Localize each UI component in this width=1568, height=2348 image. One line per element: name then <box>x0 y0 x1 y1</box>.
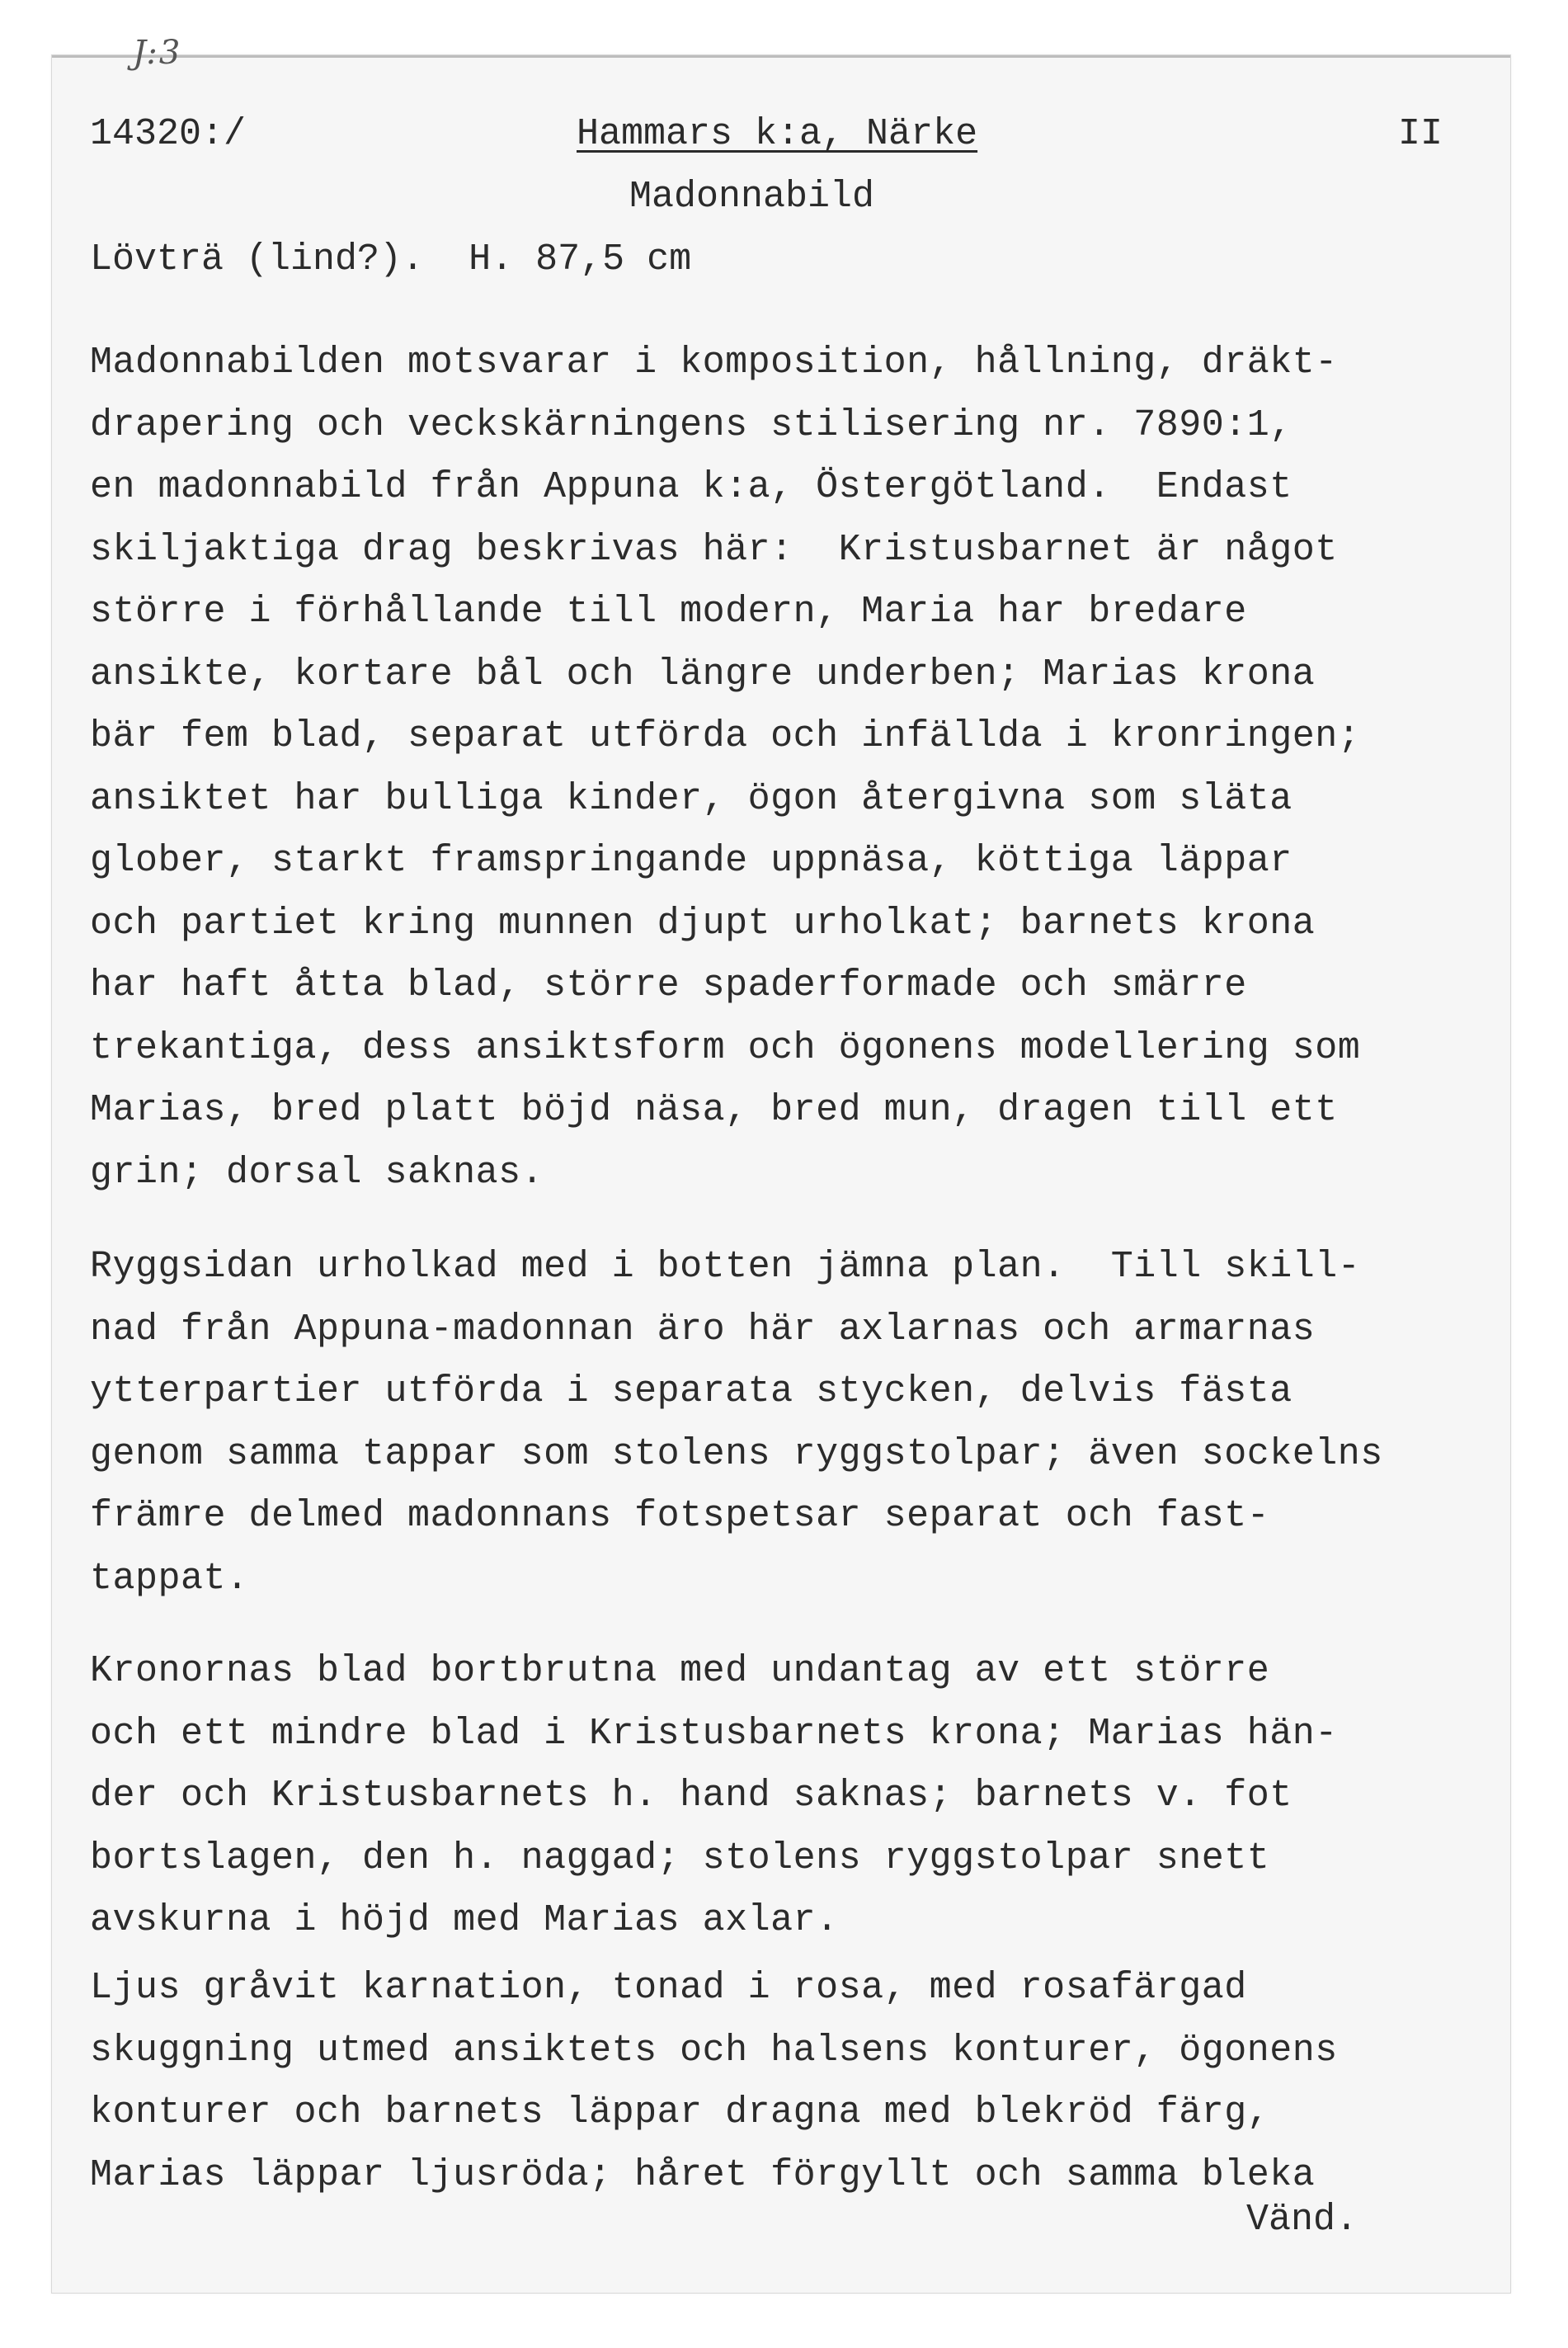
text-line: ansikte, kortare bål och längre underben; Marias krona <box>90 653 1316 695</box>
text-line: der och Kristusbarnets h. hand saknas; barnets v. fot <box>90 1775 1293 1817</box>
text-line: Madonnabilden motsvarar i komposition, hållning, dräkt- <box>90 342 1338 384</box>
text-line: ansiktet har bulliga kinder, ögon återgivna som släta <box>90 777 1293 820</box>
card-heading: Hammars k:a, Närke <box>577 113 978 155</box>
catalog-number: 14320:/ <box>90 113 247 155</box>
turn-over-note: Vänd. <box>1246 2199 1358 2241</box>
text-line: Ryggsidan urholkad med i botten jämna plan. Till skill- <box>90 1246 1361 1288</box>
text-line: större i förhållande till modern, Maria har bredare <box>90 591 1247 633</box>
text-line: glober, starkt framspringande uppnäsa, köttiga läppar <box>90 840 1293 882</box>
text-line: och partiet kring munnen djupt urholkat; barnets krona <box>90 902 1316 945</box>
text-line: skuggning utmed ansiktets och halsens konturer, ögonens <box>90 2029 1338 2072</box>
paragraph-description <box>90 332 1360 1204</box>
text-line: genom samma tappar som stolens ryggstolpar; även sockelns <box>90 1432 1383 1475</box>
text-line: bortslagen, den h. naggad; stolens ryggstolpar snett <box>90 1836 1270 1879</box>
text-line: Marias läppar ljusröda; håret förgyllt och samma bleka <box>90 2153 1316 2196</box>
text-line: avskurna i höjd med Marias axlar. <box>90 1899 839 1941</box>
text-line: tappat. <box>90 1557 249 1600</box>
text-line: drapering och veckskärningens stilisering nr. 7890:1, <box>90 403 1293 446</box>
text-line: grin; dorsal saknas. <box>90 1151 544 1194</box>
text-line: trekantiga, dess ansiktsform och ögonens modellering som <box>90 1026 1361 1069</box>
page-number: II <box>1398 113 1443 155</box>
paragraph-colour <box>90 1957 1338 2206</box>
material-line: Lövträ (lind?). H. 87,5 cm <box>90 238 692 281</box>
text-line: och ett mindre blad i Kristusbarnets krona; Marias hän- <box>90 1712 1338 1755</box>
text-line: har haft åtta blad, större spaderformade och smärre <box>90 964 1247 1007</box>
text-line: främre delmed madonnans fotspetsar separat och fast- <box>90 1495 1270 1537</box>
catalog-card <box>51 34 1511 2294</box>
card-subtitle: Madonnabild <box>629 176 875 218</box>
text-line: en madonnabild från Appuna k:a, Östergötland. Endast <box>90 466 1293 508</box>
paragraph-back <box>90 1236 1383 1610</box>
card-top-edge <box>52 55 1510 58</box>
handwritten-mark: J:3 <box>133 34 182 72</box>
text-line: Ljus gråvit karnation, tonad i rosa, med rosafärgad <box>90 1967 1247 2009</box>
text-line: bär fem blad, separat utförda och infällda i kronringen; <box>90 715 1361 757</box>
text-line: skiljaktiga drag beskrivas här: Kristusbarnet är något <box>90 528 1338 571</box>
text-line: Kronornas blad bortbrutna med undantag av ett större <box>90 1650 1270 1692</box>
text-line: Marias, bred platt böjd näsa, bred mun, dragen till ett <box>90 1089 1338 1131</box>
paragraph-damage <box>90 1640 1338 1952</box>
text-line: konturer och barnets läppar dragna med blekröd färg, <box>90 2091 1270 2133</box>
text-line: ytterpartier utförda i separata stycken, delvis fästa <box>90 1370 1293 1412</box>
text-line: nad från Appuna-madonnan äro här axlarnas och armarnas <box>90 1308 1316 1351</box>
